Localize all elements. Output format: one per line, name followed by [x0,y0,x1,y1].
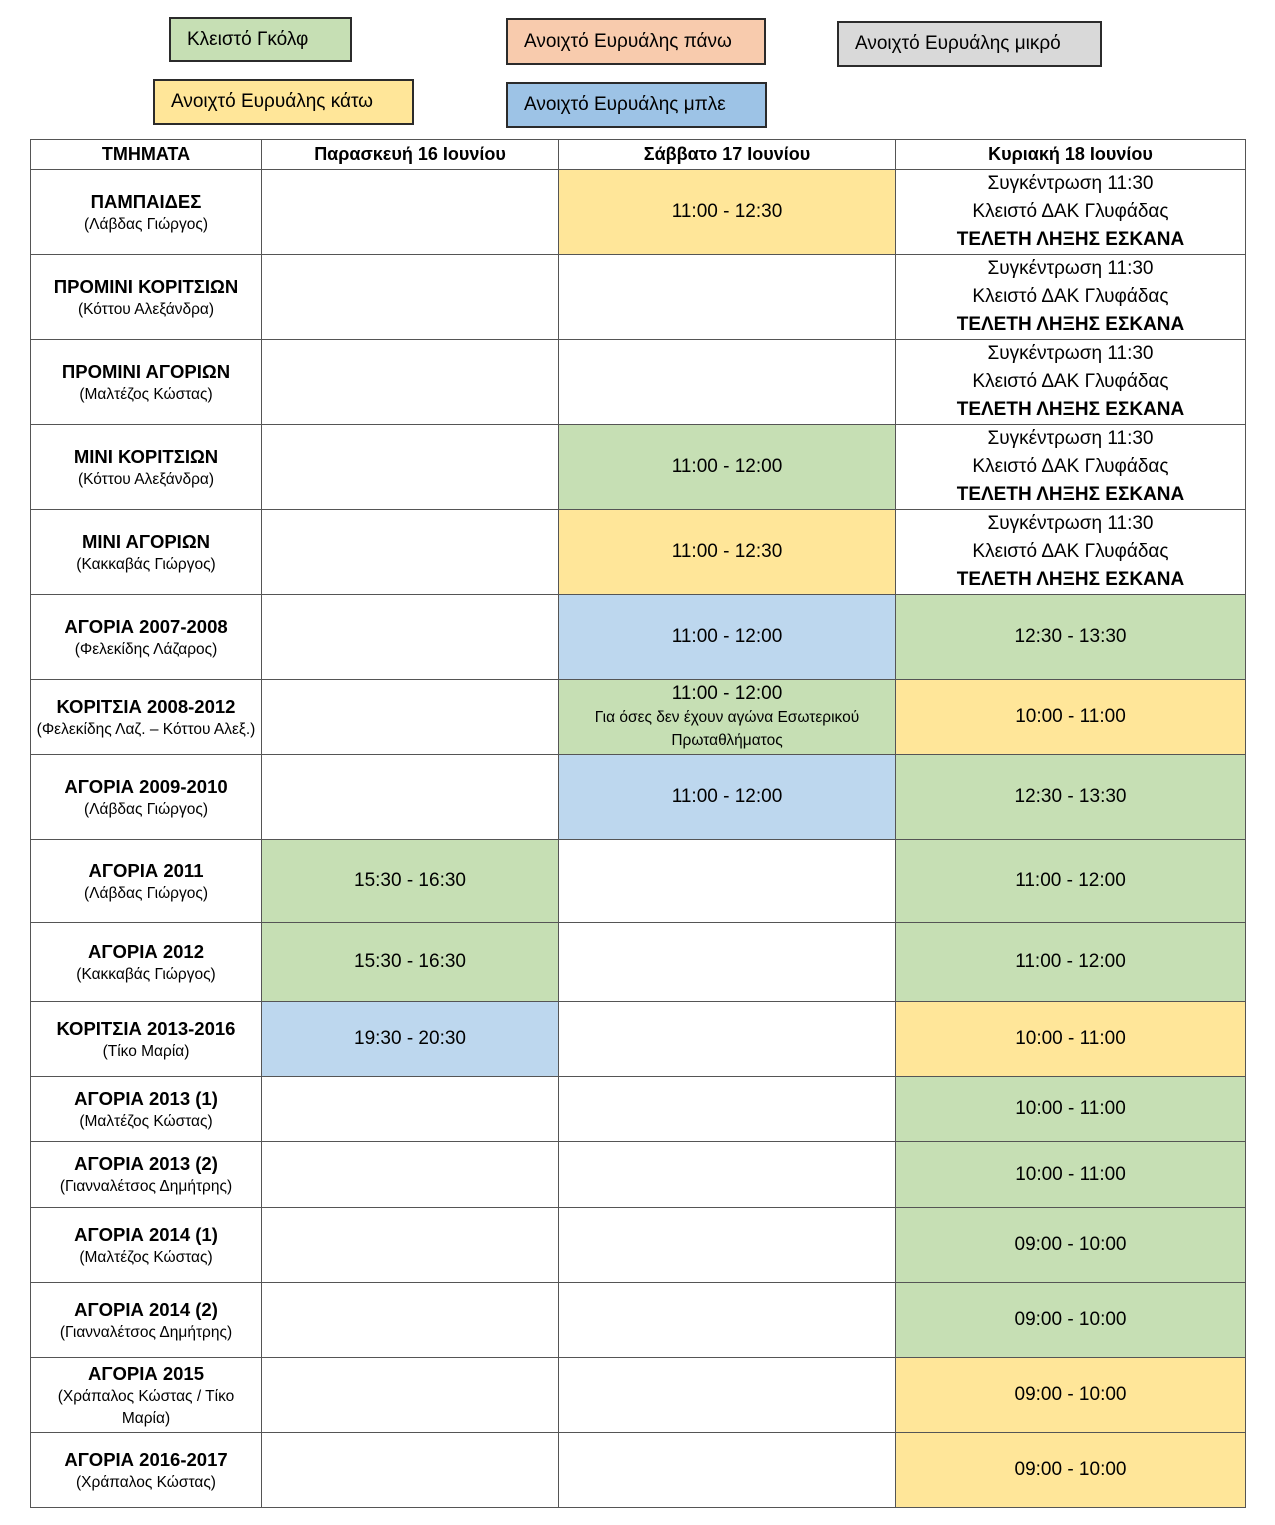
group-name: ΚΟΡΙΤΣΙΑ 2008-2012 [56,695,236,717]
group-coach: (Μαλτέζος Κώστας) [79,1248,213,1266]
group-cell [31,923,262,1002]
table-row [31,1358,1246,1433]
saturday-cell [559,1358,896,1433]
saturday-cell: 11:00 - 12:00 [559,425,896,510]
friday-cell [262,1077,559,1142]
group-coach: (Μαλτέζος Κώστας) [79,385,213,403]
header-sunday: Κυριακή 18 Ιουνίου [896,140,1246,170]
group-name: ΚΟΡΙΤΣΙΑ 2013-2016 [56,1017,236,1039]
table-row [31,595,1246,680]
sunday-cell [896,340,1246,425]
sunday-venue: Κλειστό ΔΑΚ Γλυφάδας [972,286,1169,307]
friday-cell: 15:30 - 16:30 [262,840,559,923]
group-coach: (Κόττου Αλεξάνδρα) [77,470,215,488]
table-row [31,510,1246,595]
table-row [31,255,1246,340]
sunday-venue: Κλειστό ΔΑΚ Γλυφάδας [972,456,1169,477]
group-name: ΜΙΝΙ ΑΓΟΡΙΩΝ [81,530,211,552]
sunday-cell: 12:30 - 13:30 [896,755,1246,840]
group-cell [31,510,262,595]
sunday-ceremony: ΤΕΛΕΤΗ ΛΗΞΗΣ ΕΣΚΑΝΑ [956,569,1185,590]
sunday-venue: Κλειστό ΔΑΚ Γλυφάδας [972,371,1169,392]
group-cell [31,1433,262,1508]
group-cell [31,1077,262,1142]
table-row [31,1142,1246,1208]
group-cell [31,1358,262,1433]
table-row [31,1208,1246,1283]
saturday-cell [559,1002,896,1077]
group-cell [31,425,262,510]
friday-cell [262,1358,559,1433]
friday-cell [262,1283,559,1358]
sunday-gathering: Συγκέντρωση 11:30 [987,343,1154,364]
legend-open-upper: Ανοιχτό Ευρυάλης πάνω [506,18,766,65]
sunday-cell: 11:00 - 12:00 [896,840,1246,923]
saturday-cell [559,923,896,1002]
group-cell [31,1208,262,1283]
sunday-ceremony: ΤΕΛΕΤΗ ΛΗΞΗΣ ΕΣΚΑΝΑ [956,229,1185,250]
saturday-cell [559,1208,896,1283]
table-row [31,340,1246,425]
sunday-cell: 12:30 - 13:30 [896,595,1246,680]
friday-cell [262,1142,559,1208]
group-coach: (Λάβδας Γιώργος) [84,884,208,902]
friday-cell [262,425,559,510]
table-row [31,1002,1246,1077]
friday-cell: 19:30 - 20:30 [262,1002,559,1077]
sunday-cell [896,510,1246,595]
table-row [31,170,1246,255]
table-row [31,680,1246,755]
saturday-cell: 11:00 - 12:00 [559,755,896,840]
table-row [31,1077,1246,1142]
friday-cell [262,1433,559,1508]
saturday-cell [559,255,896,340]
friday-cell [262,170,559,255]
header-saturday: Σάββατο 17 Ιουνίου [559,140,896,170]
group-name: ΑΓΟΡΙΑ 2014 (2) [74,1298,218,1320]
sunday-gathering: Συγκέντρωση 11:30 [987,173,1154,194]
legend-open-lower: Ανοιχτό Ευρυάλης κάτω [153,79,414,125]
group-name: ΠΡΟΜΙΝΙ ΑΓΟΡΙΩΝ [61,360,231,382]
group-coach: (Φελεκίδης Λάζαρος) [74,640,218,658]
sunday-cell [896,255,1246,340]
group-name: ΜΙΝΙ ΚΟΡΙΤΣΙΩΝ [73,445,219,467]
group-name: ΑΓΟΡΙΑ 2013 (1) [74,1087,218,1109]
sunday-ceremony: ΤΕΛΕΤΗ ΛΗΞΗΣ ΕΣΚΑΝΑ [956,484,1185,505]
group-name: ΑΓΟΡΙΑ 2015 [87,1362,204,1384]
group-cell [31,170,262,255]
sunday-cell: 11:00 - 12:00 [896,923,1246,1002]
group-name: ΠΑΜΠΑΙΔΕΣ [90,190,202,212]
group-coach: (Κακκαβάς Γιώργος) [76,965,216,983]
group-cell [31,755,262,840]
sunday-ceremony: ΤΕΛΕΤΗ ΛΗΞΗΣ ΕΣΚΑΝΑ [956,399,1185,420]
sunday-ceremony: ΤΕΛΕΤΗ ΛΗΞΗΣ ΕΣΚΑΝΑ [956,314,1185,335]
saturday-cell [559,1142,896,1208]
friday-cell [262,755,559,840]
sunday-cell: 10:00 - 11:00 [896,680,1246,755]
group-coach: (Κόττου Αλεξάνδρα) [77,300,215,318]
group-name: ΑΓΟΡΙΑ 2014 (1) [74,1223,218,1245]
saturday-cell [559,680,896,755]
sunday-gathering: Συγκέντρωση 11:30 [987,428,1154,449]
group-coach: (Χράπαλος Κώστας / Τίκο Μαρία) [57,1387,235,1427]
saturday-cell [559,340,896,425]
table-row [31,923,1246,1002]
friday-cell [262,595,559,680]
saturday-time: 11:00 - 12:00 [671,683,783,704]
friday-cell [262,680,559,755]
group-cell [31,840,262,923]
legend-open-blue: Ανοιχτό Ευρυάλης μπλε [506,82,767,128]
friday-cell [262,255,559,340]
group-coach: (Λάβδας Γιώργος) [84,800,208,818]
group-name: ΑΓΟΡΙΑ 2016-2017 [64,1448,228,1470]
saturday-cell [559,1283,896,1358]
group-name: ΑΓΟΡΙΑ 2011 [88,859,204,881]
sunday-gathering: Συγκέντρωση 11:30 [987,513,1154,534]
group-cell [31,680,262,755]
header-friday: Παρασκευή 16 Ιουνίου [262,140,559,170]
group-coach: (Γιανναλέτσος Δημήτρης) [59,1323,233,1341]
friday-cell [262,1208,559,1283]
group-coach: (Χράπαλος Κώστας) [76,1473,216,1491]
group-name: ΠΡΟΜΙΝΙ ΚΟΡΙΤΣΙΩΝ [53,275,239,297]
saturday-cell [559,840,896,923]
legend-open-small: Ανοιχτό Ευρυάλης μικρό [837,21,1102,67]
saturday-cell [559,1433,896,1508]
sunday-venue: Κλειστό ΔΑΚ Γλυφάδας [972,541,1169,562]
group-name: ΑΓΟΡΙΑ 2012 [87,940,204,962]
group-cell [31,595,262,680]
group-coach: (Γιανναλέτσος Δημήτρης) [59,1178,233,1195]
saturday-cell: 11:00 - 12:00 [559,595,896,680]
group-name: ΑΓΟΡΙΑ 2013 (2) [74,1153,218,1174]
table-row [31,755,1246,840]
sunday-cell: 10:00 - 11:00 [896,1002,1246,1077]
table-row [31,425,1246,510]
group-cell [31,1002,262,1077]
schedule-table [30,139,1246,1508]
header-row [31,140,1246,170]
saturday-note: Για όσες δεν έχουν αγώνα Εσωτερικού Πρωταθλήματος [594,709,860,749]
group-cell [31,340,262,425]
saturday-cell: 11:00 - 12:30 [559,170,896,255]
sunday-cell: 09:00 - 10:00 [896,1283,1246,1358]
sunday-venue: Κλειστό ΔΑΚ Γλυφάδας [972,201,1169,222]
friday-cell [262,340,559,425]
sunday-cell [896,170,1246,255]
group-coach: (Φελεκίδης Λαζ. – Κόττου Αλεξ.) [36,720,256,738]
group-coach: (Μαλτέζος Κώστας) [79,1112,213,1130]
group-cell [31,1142,262,1208]
sunday-cell: 09:00 - 10:00 [896,1433,1246,1508]
group-name: ΑΓΟΡΙΑ 2007-2008 [64,615,228,637]
friday-cell [262,510,559,595]
table-row [31,840,1246,923]
sunday-cell: 10:00 - 11:00 [896,1077,1246,1142]
sunday-cell: 09:00 - 10:00 [896,1358,1246,1433]
sunday-cell [896,425,1246,510]
friday-cell: 15:30 - 16:30 [262,923,559,1002]
sunday-cell: 09:00 - 10:00 [896,1208,1246,1283]
group-cell [31,255,262,340]
group-coach: (Κακκαβάς Γιώργος) [76,555,216,573]
sunday-gathering: Συγκέντρωση 11:30 [987,258,1154,279]
table-row [31,1433,1246,1508]
saturday-cell: 11:00 - 12:30 [559,510,896,595]
legend-closed-golf: Κλειστό Γκόλφ [169,17,352,62]
saturday-cell [559,1077,896,1142]
group-cell [31,1283,262,1358]
group-coach: (Λάβδας Γιώργος) [84,215,208,233]
sunday-cell: 10:00 - 11:00 [896,1142,1246,1208]
group-coach: (Τίκο Μαρία) [102,1042,190,1060]
group-name: ΑΓΟΡΙΑ 2009-2010 [64,775,228,797]
header-groups: ΤΜΗΜΑΤΑ [31,140,262,170]
table-row [31,1283,1246,1358]
